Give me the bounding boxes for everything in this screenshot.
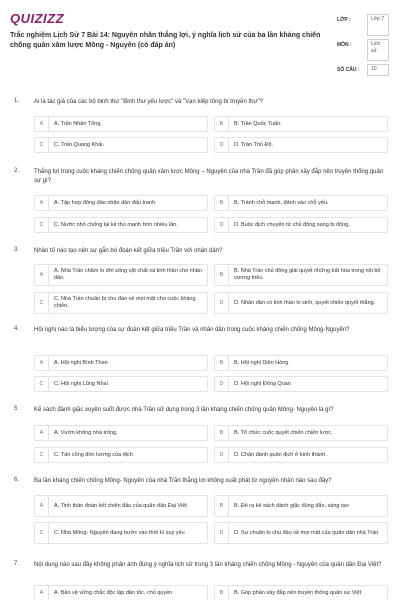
option-letter: C bbox=[35, 293, 49, 313]
option-text: B. Góp phần xây đắp nên truyền thống quân sự Việt bbox=[234, 589, 362, 596]
option-text: A. Tinh thần đoàn kết chiến đấu của quân dân Đại Việt bbox=[54, 502, 187, 509]
meta-grade bbox=[337, 14, 391, 36]
option-a[interactable] bbox=[34, 264, 208, 286]
question-text: Ba lần kháng chiến chống Mông- Nguyên của nhà Trần thắng lợi không xuất phát từ nguyên nhân nào sau đây? bbox=[34, 478, 332, 484]
option-a[interactable] bbox=[34, 355, 208, 371]
option-text: B. Hội nghị Diên Hồng bbox=[234, 359, 289, 366]
question-text: Nhân tố nào tạo nên sự gắn bó đoàn kết giữa triều Trần với nhân dân? bbox=[34, 248, 223, 254]
option-text: D. Sự chuẩn bị chu đáo về mọi mặt của quân dân nhà Trần bbox=[234, 529, 379, 536]
option-c[interactable] bbox=[34, 447, 208, 463]
meta-count-value: 10 bbox=[367, 64, 389, 76]
option-text: A. Hội nghị Bình Than bbox=[54, 359, 108, 366]
question-number: 6. bbox=[14, 477, 20, 483]
option-a[interactable] bbox=[34, 425, 208, 441]
option-letter: B bbox=[215, 265, 229, 285]
option-d[interactable] bbox=[214, 447, 388, 463]
question-text: Nội dung nào sau đây không phản ánh đúng ý nghĩa lịch sử trong 3 lần kháng chiến chống Mông - Nguyên của quân dân Đại Việt? bbox=[34, 562, 382, 568]
option-text: C. Hội nghị Lũng Nhai bbox=[54, 380, 108, 387]
option-text: A. Vườn không nhà trống. bbox=[54, 429, 118, 436]
option-a[interactable] bbox=[34, 116, 208, 132]
option-text: A. Bảo vệ vững chắc độc lập dân tộc, chủ quyền bbox=[54, 589, 173, 596]
option-text: D. Chặn đánh quân địch ở kinh thành. bbox=[234, 451, 327, 458]
logo: QUIZIZZ bbox=[10, 11, 65, 26]
option-c[interactable] bbox=[34, 217, 208, 233]
option-letter: D bbox=[215, 523, 229, 543]
option-text: B. Tránh chỗ mạnh, đánh vào chỗ yếu. bbox=[234, 199, 329, 206]
meta-subject bbox=[337, 39, 391, 61]
option-a[interactable] bbox=[34, 495, 208, 517]
question-number: 3. bbox=[14, 247, 20, 253]
option-d[interactable] bbox=[214, 292, 388, 314]
option-letter: D bbox=[215, 293, 229, 313]
option-letter: A bbox=[35, 265, 49, 285]
option-letter: C bbox=[35, 138, 49, 152]
option-letter: C bbox=[35, 218, 49, 232]
option-letter: A bbox=[35, 356, 49, 370]
question-number: 7. bbox=[14, 561, 20, 567]
option-text: B. Đề ra kế sách đánh giặc đúng đắn, sáng tạo bbox=[234, 502, 349, 509]
meta-count bbox=[337, 64, 391, 76]
option-text: C. Tấn công đón lương của địch. bbox=[54, 451, 135, 458]
option-letter: D bbox=[215, 138, 229, 152]
option-c[interactable] bbox=[34, 292, 208, 314]
option-letter: C bbox=[35, 377, 49, 391]
option-b[interactable] bbox=[214, 425, 388, 441]
option-text: D. Nhân dân có tinh thần hi sinh, quyết chiến quyết thắng. bbox=[234, 299, 376, 306]
option-text: A. Nhà Trần chăm lo đời sống vật chất và tinh thần cho nhân dân. bbox=[54, 268, 202, 281]
option-letter: B bbox=[215, 496, 229, 516]
option-letter: A bbox=[35, 117, 49, 131]
question-text: Kế sách đánh giặc xuyên suốt được nhà Trần sử dụng trong 3 lần kháng chiến chống quân Mông- Nguyên là gì? bbox=[34, 407, 334, 413]
meta-grade-value: Lớp 7 bbox=[367, 14, 389, 36]
option-b[interactable] bbox=[214, 355, 388, 371]
option-a[interactable] bbox=[34, 585, 208, 600]
option-text: A. Trần Nhân Tông. bbox=[54, 120, 102, 127]
option-d[interactable] bbox=[214, 522, 388, 544]
option-a[interactable] bbox=[34, 195, 208, 211]
option-text: C. Nhà Trần chuẩn bị chu đáo về mọi mặt cho cuộc kháng chiến. bbox=[54, 296, 196, 309]
option-b[interactable] bbox=[214, 195, 388, 211]
option-letter: D bbox=[215, 377, 229, 391]
option-d[interactable] bbox=[214, 376, 388, 392]
option-letter: A bbox=[35, 586, 49, 600]
option-text: C. Nước nhỏ chống lại kẻ thù mạnh hơn nhiều lần. bbox=[54, 221, 178, 228]
option-letter: B bbox=[215, 426, 229, 440]
option-text: B. Tổ chức cuộc quyết chiến chiến lược. bbox=[234, 429, 333, 436]
option-b[interactable] bbox=[214, 585, 388, 600]
option-letter: B bbox=[215, 356, 229, 370]
question-text: Hội nghị nào là biểu tượng của sự đoàn kết giữa triều Trần và nhân dân trong cuộc kháng chiến chống Mông-Nguyên? bbox=[34, 327, 350, 333]
option-text: D. Trần Thủ Độ. bbox=[234, 141, 274, 148]
option-letter: D bbox=[215, 448, 229, 462]
option-text: B. Nhà Trần chủ động giải quyết những bất hòa trong nội bộ vương triều. bbox=[234, 268, 381, 281]
question-number: 2. bbox=[14, 168, 20, 174]
option-text: D. Hội nghị Đông Quan bbox=[234, 380, 291, 387]
option-letter: D bbox=[215, 218, 229, 232]
option-letter: C bbox=[35, 523, 49, 543]
question-text: Thắng lợi trong cuộc kháng chiến chống quân xâm lược Mông – Nguyên của nhà Trần đã góp phần xây đắp nên truyền thống quân sự gì? bbox=[34, 169, 384, 184]
option-c[interactable] bbox=[34, 522, 208, 544]
question-number: 4. bbox=[14, 326, 20, 332]
meta-count-label: SỐ CÂU : bbox=[337, 67, 360, 73]
option-d[interactable] bbox=[214, 217, 388, 233]
option-c[interactable] bbox=[34, 376, 208, 392]
option-letter: B bbox=[215, 586, 229, 600]
option-letter: B bbox=[215, 117, 229, 131]
option-b[interactable] bbox=[214, 116, 388, 132]
option-text: A. Tập hợp đông đảo nhân dân đấu tranh. bbox=[54, 199, 157, 206]
option-c[interactable] bbox=[34, 137, 208, 153]
option-text: B. Trần Quốc Tuấn. bbox=[234, 120, 282, 127]
option-letter: C bbox=[35, 448, 49, 462]
option-text: C. Nhà Mông- Nguyên đang bước vào thời kì suy yếu bbox=[54, 529, 185, 536]
option-text: C. Trần Quang Khải. bbox=[54, 141, 105, 148]
option-b[interactable] bbox=[214, 264, 388, 286]
question-number: 1. bbox=[14, 98, 20, 104]
question-text: Ai là tác giả của các bộ binh thư "Binh thư yếu lược" và "Vạn kiếp tông bí truyền thư"? bbox=[34, 99, 263, 105]
option-letter: B bbox=[215, 196, 229, 210]
meta-grade-label: LỚP : bbox=[337, 17, 351, 23]
question-number: 5. bbox=[14, 406, 20, 412]
option-letter: A bbox=[35, 496, 49, 516]
option-b[interactable] bbox=[214, 495, 388, 517]
option-letter: A bbox=[35, 196, 49, 210]
option-d[interactable] bbox=[214, 137, 388, 153]
page-title: Trắc nghiệm Lịch Sử 7 Bài 14: Nguyên nhân thắng lợi, ý nghĩa lịch sử của ba lần kháng chiến chống quân xâm lược Mông - Nguyên (có đáp án) bbox=[10, 32, 321, 49]
meta-subject-label: MÔN : bbox=[337, 42, 352, 48]
meta-subject-value: Lịch sử bbox=[367, 39, 389, 61]
option-letter: A bbox=[35, 426, 49, 440]
option-text: D. Buộc địch chuyển từ chủ động sang bị động. bbox=[234, 221, 350, 228]
